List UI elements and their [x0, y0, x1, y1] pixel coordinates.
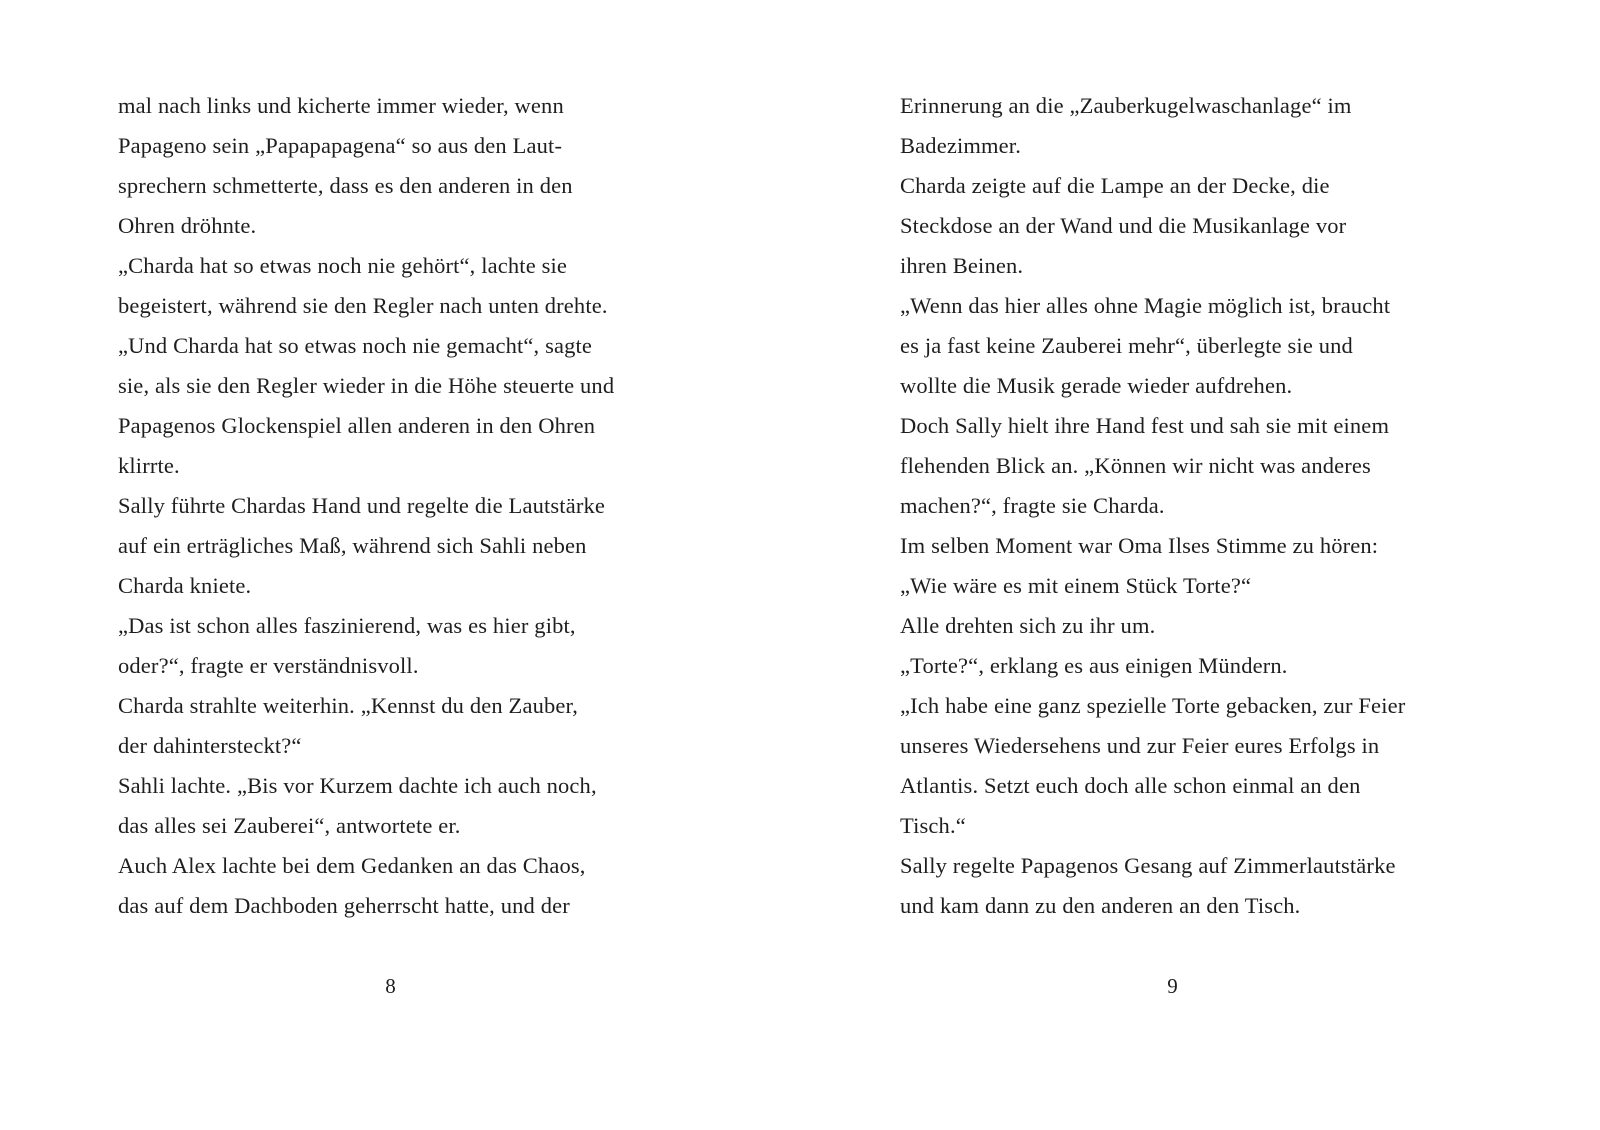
text-line: Charda kniete.: [118, 573, 252, 598]
text-line: unseres Wiedersehens und zur Feier eures Erfolgs in: [900, 733, 1380, 758]
text-line: „Torte?“, erklang es aus einigen Mündern.: [900, 653, 1288, 678]
text-line: sie, als sie den Regler wieder in die Höhe steuerte und: [118, 373, 615, 398]
text-line: „Charda hat so etwas noch nie gehört“, lachte sie: [118, 253, 568, 278]
text-line: Doch Sally hielt ihre Hand fest und sah sie mit einem: [900, 413, 1390, 438]
text-line: Atlantis. Setzt euch doch alle schon einmal an den: [900, 773, 1361, 798]
text-line: Sally führte Chardas Hand und regelte die Lautstärke: [118, 493, 606, 518]
page-right-number: 9: [1167, 974, 1178, 998]
text-line: wollte die Musik gerade wieder aufdrehen.: [900, 373, 1293, 398]
text-line: Sally regelte Papagenos Gesang auf Zimmerlautstärke: [900, 853, 1396, 878]
text-line: Charda zeigte auf die Lampe an der Decke, die: [900, 173, 1330, 198]
text-line: Erinnerung an die „Zauberkugelwaschanlage“ im: [900, 93, 1352, 118]
text-line: Steckdose an der Wand und die Musikanlage vor: [900, 213, 1347, 238]
text-line: Papagenos Glockenspiel allen anderen in den Ohren: [118, 413, 596, 438]
text-line: Tisch.“: [900, 813, 966, 838]
text-line: Badezimmer.: [900, 133, 1021, 158]
text-line: auf ein erträgliches Maß, während sich Sahli neben: [118, 533, 587, 558]
text-line: klirrte.: [118, 453, 180, 478]
page-left-number: 8: [385, 974, 396, 998]
text-line: der dahintersteckt?“: [118, 733, 302, 758]
text-line: oder?“, fragte er verständnisvoll.: [118, 653, 419, 678]
text-line: Papageno sein „Papapapagena“ so aus den Laut-: [118, 133, 563, 158]
text-line: Auch Alex lachte bei dem Gedanken an das Chaos,: [118, 853, 586, 878]
text-line: das alles sei Zauberei“, antwortete er.: [118, 813, 461, 838]
page-left-text: [118, 86, 678, 926]
text-line: ihren Beinen.: [900, 253, 1024, 278]
book-page-right: [900, 86, 1460, 926]
text-line: und kam dann zu den anderen an den Tisch.: [900, 893, 1301, 918]
text-line: „Und Charda hat so etwas noch nie gemacht“, sagte: [118, 333, 593, 358]
text-line: „Das ist schon alles faszinierend, was es hier gibt,: [118, 613, 576, 638]
text-line: das auf dem Dachboden geherrscht hatte, und der: [118, 893, 570, 918]
page-right-text: [900, 86, 1460, 926]
text-line: „Wenn das hier alles ohne Magie möglich ist, braucht: [900, 293, 1391, 318]
text-line: Charda strahlte weiterhin. „Kennst du den Zauber,: [118, 693, 579, 718]
text-line: sprechern schmetterte, dass es den anderen in den: [118, 173, 573, 198]
text-line: „Ich habe eine ganz spezielle Torte gebacken, zur Feier: [900, 693, 1406, 718]
text-line: begeistert, während sie den Regler nach unten drehte.: [118, 293, 608, 318]
text-line: Im selben Moment war Oma Ilses Stimme zu hören:: [900, 533, 1379, 558]
book-page-left: [118, 86, 678, 926]
text-line: Sahli lachte. „Bis vor Kurzem dachte ich auch noch,: [118, 773, 597, 798]
text-line: „Wie wäre es mit einem Stück Torte?“: [900, 573, 1252, 598]
text-line: flehenden Blick an. „Können wir nicht was anderes: [900, 453, 1371, 478]
text-line: mal nach links und kicherte immer wieder, wenn: [118, 93, 564, 118]
text-line: Alle drehten sich zu ihr um.: [900, 613, 1156, 638]
text-line: machen?“, fragte sie Charda.: [900, 493, 1165, 518]
text-line: Ohren dröhnte.: [118, 213, 257, 238]
text-line: es ja fast keine Zauberei mehr“, überlegte sie und: [900, 333, 1353, 358]
